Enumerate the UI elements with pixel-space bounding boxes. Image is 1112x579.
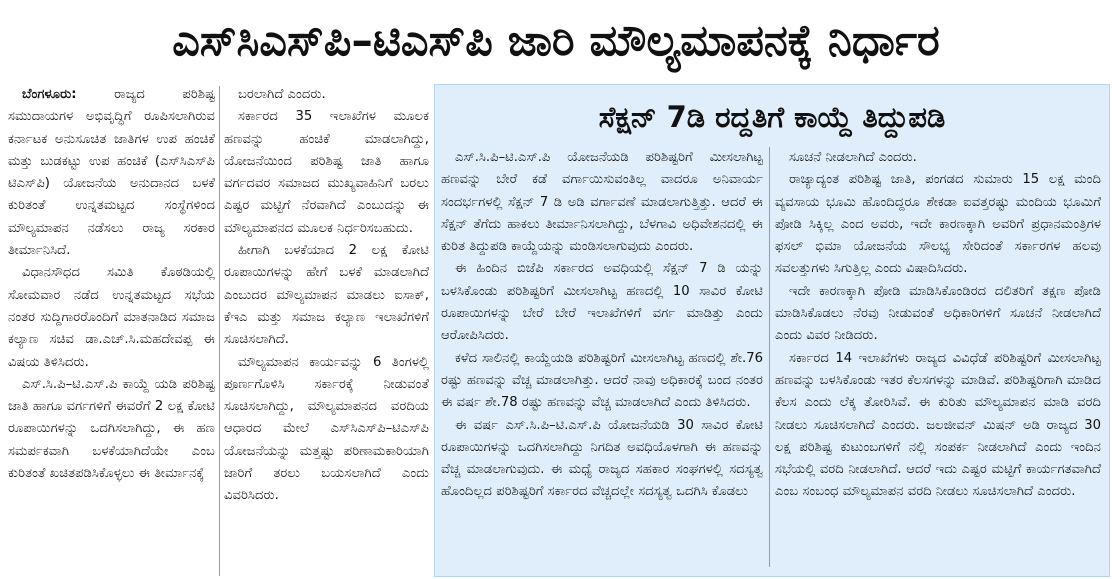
box-column-2 <box>775 147 1101 572</box>
paragraph: ಈ ವರ್ಷ ಎಸ್.ಸಿ.ಪಿ–ಟಿ.ಎಸ್.ಪಿ ಯೋಜನೆಯಡಿ 30 ಸಾವಿರ ಕೋಟಿ ರೂಪಾಯಿಗಳನ್ನು ಒದಗಿಸಲಾಗಿದ್ದು ನಿಗದಿತ ಅವಧಿಯೊಳಗಾಗಿ ಈ ಹಣವನ್ನು ವೆಚ್ಚ ಮಾಡಲಾಗುವುದು. ಈ ಮಧ್ಯೆ ರಾಜ್ಯದ ಸಹಕಾರ ಸಂಘಗಳಲ್ಲಿ ಸದಸ್ಯತ್ವ ಹೊಂದಿಲ್ಲದ ಪರಿಶಿಷ್ಟರಿಗೆ ಸರ್ಕಾರದ ವೆಚ್ಚದಲ್ಲೇ ಸದಸ್ಯತ್ವ ಒದಗಿಸಿ ಕೊಡಲು <box>441 417 763 500</box>
box-column-rule <box>769 147 770 567</box>
paragraph: ಸರ್ಕಾರದ 14 ಇಲಾಖೆಗಳು ರಾಜ್ಯದ ವಿವಿಧೆಡೆ ಪರಿಶಿಷ್ಟರಿಗೆ ಮೀಸಲಾಗಿಟ್ಟ ಹಣವನ್ನು ಬಳಸಿಕೊಂಡು ಇತರ ಕೆಲಸಗಳನ್ನು ಮಾಡಿವೆ. ಪರಿಶಿಷ್ಟರಿಗಾಗಿ ಮಾಡಿದ ಕೆಲಸ ಎಂದು ಲೆಕ್ಕ ತೋರಿಸಿವೆ. ಈ ಕುರಿತು ಮೌಲ್ಯಮಾಪನ ಮಾಡಿ ವರದಿ ನೀಡಲು ಸೂಚಿಸಲಾಗಿದೆ ಎಂದರು. ಜಲಜೀವನ್ ಮಿಷನ್ ಅಡಿ ರಾಜ್ಯದ 30 ಲಕ್ಷ ಪರಿಶಿಷ್ಟ ಕುಟುಂಬಗಳಿಗೆ ನಲ್ಲಿ ಸಂಪರ್ಕ ನೀಡಲಾಗಿದೆ ಎಂದು ಇಂದಿನ ಸಭೆಯಲ್ಲಿ ವರದಿ ನೀಡಲಾಗಿದೆ. ಆದರೆ ಇದು ಎಷ್ಟರ ಮಟ್ಟಿಗೆ ಕಾರ್ಯಗತವಾಗಿದೆ ಎಂಬ ಸಂಬಂಧ ಮೌಲ್ಯಮಾಪನ ವರದಿ ನೀಡಲು ಸೂಚಿಸಲಾಗಿದೆ ಎಂದರು. <box>775 350 1101 500</box>
headline: ಎಸ್‌ಸಿಎಸ್‌ಪಿ–ಟಿಎಸ್‌ಪಿ ಜಾರಿ ಮೌಲ್ಯಮಾಪನಕ್ಕೆ ನಿರ್ಧಾರ <box>172 16 940 66</box>
box-headline: ಸೆಕ್ಷನ್ 7ಡಿ ರದ್ದತಿಗೆ ಕಾಯ್ದೆ ತಿದ್ದುಪಡಿ <box>598 100 946 134</box>
box-column-1 <box>441 147 763 572</box>
paragraph <box>8 84 215 262</box>
dateline: ಬೆಂಗಳೂರು: <box>22 87 77 102</box>
paragraph-text: ರಾಜ್ಯದ ಪರಿಶಿಷ್ಟ ಸಮುದಾಯಗಳ ಅಭಿವೃದ್ಧಿಗೆ ರೂಪಿಸಲಾಗಿರುವ ಕರ್ನಾಟಕ ಅನುಸೂಚಿತ ಜಾತಿಗಳ ಉಪ ಹಂಚಿಕೆ ಮತ್ತು ಬುಡಕಟ್ಟು ಉಪ ಹಂಚಿಕೆ (ಎಸ್‌ಸಿಎಸ್‌ಪಿ ಟಿಎಸ್‌ಪಿ) ಯೋಜನೆಯ ಅನುದಾನದ ಬಳಕೆ ಕುರಿತಂತೆ ಉನ್ನತಮಟ್ಟದ ಸಂಸ್ಥೆಗಳಿಂದ ಮೌಲ್ಯಮಾಪನ ನಡೆಸಲು ರಾಜ್ಯ ಸರಕಾರ ತೀರ್ಮಾನಿಸಿದೆ. <box>8 87 215 259</box>
article-column-1 <box>8 84 215 579</box>
paragraph: ರಾಜ್ಯಾದ್ಯಂತ ಪರಿಶಿಷ್ಟ ಜಾತಿ, ಪಂಗಡದ ಸುಮಾರು 15 ಲಕ್ಷ ಮಂದಿ ವ್ಯವಸಾಯ ಭೂಮಿ ಹೊಂದಿದ್ದರೂ ಶೇಕಡಾ ಐವತ್ತರಷ್ಟು ಮಂದಿಯ ಭೂಮಿಗೆ ಪೋಡಿ ಸಿಕ್ಕಿಲ್ಲ ಎಂದ ಅವರು, ಇದೇ ಕಾರಣಕ್ಕಾಗಿ ಅವರಿಗೆ ಪ್ರಧಾನಮಂತ್ರಿಗಳ ಫಸಲ್ ಭಿಮಾ ಯೋಜನೆಯ ಸೌಲಭ್ಯ ಸೇರಿದಂತೆ ಸರ್ಕಾರಗಳ ಹಲವು ಸವಲತ್ತುಗಳು ಸಿಗುತ್ತಿಲ್ಲ ಎಂದು ವಿಷಾದಿಸಿದರು. <box>775 172 1101 277</box>
paragraph: ವಿಧಾನಸೌಧದ ಸಮಿತಿ ಕೊಠಡಿಯಲ್ಲಿ ಸೋಮವಾರ ನಡೆದ ಉನ್ನತಮಟ್ಟದ ಸಭೆಯ ನಂತರ ಸುದ್ದಿಗಾರರೊಂದಿಗೆ ಮಾತನಾಡಿದ ಸಮಾಜ ಕಲ್ಯಾಣ ಸಚಿವ ಡಾ.ಎಚ್.ಸಿ.ಮಹದೇವಪ್ಪ ಈ ವಿಷಯ ತಿಳಿಸಿದರು. <box>8 265 215 370</box>
paragraph: ಸೂಚನೆ ನೀಡಲಾಗಿದೆ ಎಂದರು. <box>789 150 917 165</box>
paragraph: ಎಸ್.ಸಿ.ಪಿ–ಟಿ.ಎಸ್.ಪಿ ಕಾಯ್ದೆ ಯಡಿ ಪರಿಶಿಷ್ಟ ಜಾತಿ ಹಾಗೂ ವರ್ಗಗಳಿಗೆ ಈವರೆಗೆ 2 ಲಕ್ಷ ಕೋಟಿ ರೂಪಾಯಿಗಳನ್ನು ಒದಗಿಸಲಾಗಿದ್ದು, ಈ ಹಣ ಸಮರ್ಪಕವಾಗಿ ಬಳಕೆಯಾಗಿದೆಯೇ ಎಂಬ ಕುರಿತಂತೆ ಖಚಿತಪಡಿಸಿಕೊಳ್ಳಲು ಈ ತೀರ್ಮಾನಕ್ಕೆ <box>8 376 215 482</box>
paragraph: ಸರ್ಕಾರದ 35 ಇಲಾಖೆಗಳ ಮೂಲಕ ಹಣವನ್ನು ಹಂಚಿಕೆ ಮಾಡಲಾಗಿದ್ದು, ಯೋಜನೆಯಿಂದ ಪರಿಶಿಷ್ಟ ಜಾತಿ ಹಾಗೂ ವರ್ಗದವರ ಸಮಾಜದ ಮುಖ್ಯವಾಹಿನಿಗೆ ಬರಲು ಎಷ್ಟರ ಮಟ್ಟಿಗೆ ನೆರವಾಗಿದೆ ಎಂಬುದನ್ನು ಈ ಮೌಲ್ಯಮಾಪನದ ಮೂಲಕ ನಿರ್ಧರಿಸಬಹುದು. <box>224 109 429 236</box>
column-rule <box>219 86 220 576</box>
paragraph: ಹೀಗಾಗಿ ಬಳಕೆಯಾದ 2 ಲಕ್ಷ ಕೋಟಿ ರೂಪಾಯಿಗಳನ್ನು ಹೇಗೆ ಬಳಕೆ ಮಾಡಲಾಗಿದೆ ಎಂಬುದರ ಮೌಲ್ಯಮಾಪನ ಮಾಡಲು ಐಸಾಕ್, ಕೆಇಎ ಮತ್ತು ಸಮಾಜ ಕಲ್ಯಾಣ ಇಲಾಖೆಗಳಿಗೆ ಸೂಚಿಸಲಾಗಿದೆ. <box>224 243 429 348</box>
paragraph: ಎಸ್.ಸಿ.ಪಿ–ಟಿ.ಎಸ್.ಪಿ ಯೋಜನೆಯಡಿ ಪರಿಶಿಷ್ಟರಿಗೆ ಮೀಸಲಾಗಿಟ್ಟ ಹಣವನ್ನು ಬೇರೆ ಕಡೆ ವರ್ಗಾಯಿಸುವಂತಿಲ್ಲ ವಾದರೂ ಅನಿವಾರ್ಯ ಸಂದರ್ಭಗಳಲ್ಲಿ ಸೆಕ್ಷನ್ 7 ಡಿ ಅಡಿ ವರ್ಗಾವಣೆ ಮಾಡಲಾಗುತ್ತಿತ್ತು. ಆದರೆ ಈ ಸೆಕ್ಷನ್ ತೆಗೆದು ಹಾಕಲು ತೀರ್ಮಾನಿಸಲಾಗಿದ್ದು, ಬೆಳಗಾವಿ ಅಧಿವೇಶನದಲ್ಲಿ ಈ ಕುರಿತ ತಿದ್ದುಪಡಿ ಕಾಯ್ದೆಯನ್ನು ಮಂಡಿಸಲಾಗುವುದು ಎಂದರು. <box>441 150 763 255</box>
paragraph: ಕಳೆದ ಸಾಲಿನಲ್ಲಿ ಕಾಯ್ದೆಯಡಿ ಪರಿಶಿಷ್ಟರಿಗೆ ಮೀಸಲಾಗಿಟ್ಟ ಹಣದಲ್ಲಿ ಶೇ.76 ರಷ್ಟು ಹಣವನ್ನು ವೆಚ್ಚ ಮಾಡಲಾಗಿತ್ತು. ಆದರೆ ನಾವು ಅಧಿಕಾರಕ್ಕೆ ಬಂದ ನಂತರ ಈ ವರ್ಷ ಶೇ.78 ರಷ್ಟು ಹಣವನ್ನು ವೆಚ್ಚ ಮಾಡಲಾಗಿದೆ ಎಂದು ತಿಳಿಸಿದರು. <box>441 350 763 411</box>
paragraph: ಮೌಲ್ಯಮಾಪನ ಕಾರ್ಯವನ್ನು 6 ತಿಂಗಳಲ್ಲಿ ಪೂರ್ಣಗೊಳಿಸಿ ಸರ್ಕಾರಕ್ಕೆ ನೀಡುವಂತೆ ಸೂಚಿಸಲಾಗಿದ್ದು, ಮೌಲ್ಯಮಾಪನದ ವರದಿಯ ಆಧಾರದ ಮೇಲೆ ಎಸ್‌ಸಿಎಸ್‌ಪಿ–ಟಿಎಸ್‌ಪಿ ಯೋಜನೆಯನ್ನು ಮತ್ತಷ್ಟು ಪರಿಣಾಮಕಾರಿಯಾಗಿ ಜಾರಿಗೆ ತರಲು ಬಯಸಲಾಗಿದೆ ಎಂದು ವಿವರಿಸಿದರು. <box>224 354 429 504</box>
paragraph: ಇದೇ ಕಾರಣಕ್ಕಾಗಿ ಪೋಡಿ ಮಾಡಿಸಿಕೊಂಡಿರದ ದಲಿತರಿಗೆ ತಕ್ಷಣ ಪೋಡಿ ಮಾಡಿಸಿಕೊಡಲು ನೆರವು ನೀಡುವಂತೆ ಅಧಿಕಾರಿಗಳಿಗೆ ಸೂಚನೆ ನೀಡಲಾಗಿದೆ ಎಂದು ವಿವರ ನೀಡಿದರು. <box>775 283 1101 344</box>
article-column-2 <box>224 84 429 579</box>
sidebar-box <box>434 84 1110 577</box>
paragraph: ಈ ಹಿಂದಿನ ಬಿಜೆಪಿ ಸರ್ಕಾರದ ಅವಧಿಯಲ್ಲಿ ಸೆಕ್ಷನ್ 7 ಡಿ ಯನ್ನು ಬಳಸಿಕೊಂಡು ಪರಿಶಿಷ್ಟರಿಗೆ ಮೀಸಲಾಗಿಟ್ಟ ಹಣದಲ್ಲಿ 10 ಸಾವಿರ ಕೋಟಿ ರೂಪಾಯಿಗಳನ್ನು ಬೇರೆ ಬೇರೆ ಇಲಾಖೆಗಳಿಗೆ ವರ್ಗ ಮಾಡಿತ್ತು ಎಂದು ಆರೋಪಿಸಿದರು. <box>441 261 763 344</box>
paragraph: ಬರಲಾಗಿದೆ ಎಂದರು. <box>238 87 326 102</box>
